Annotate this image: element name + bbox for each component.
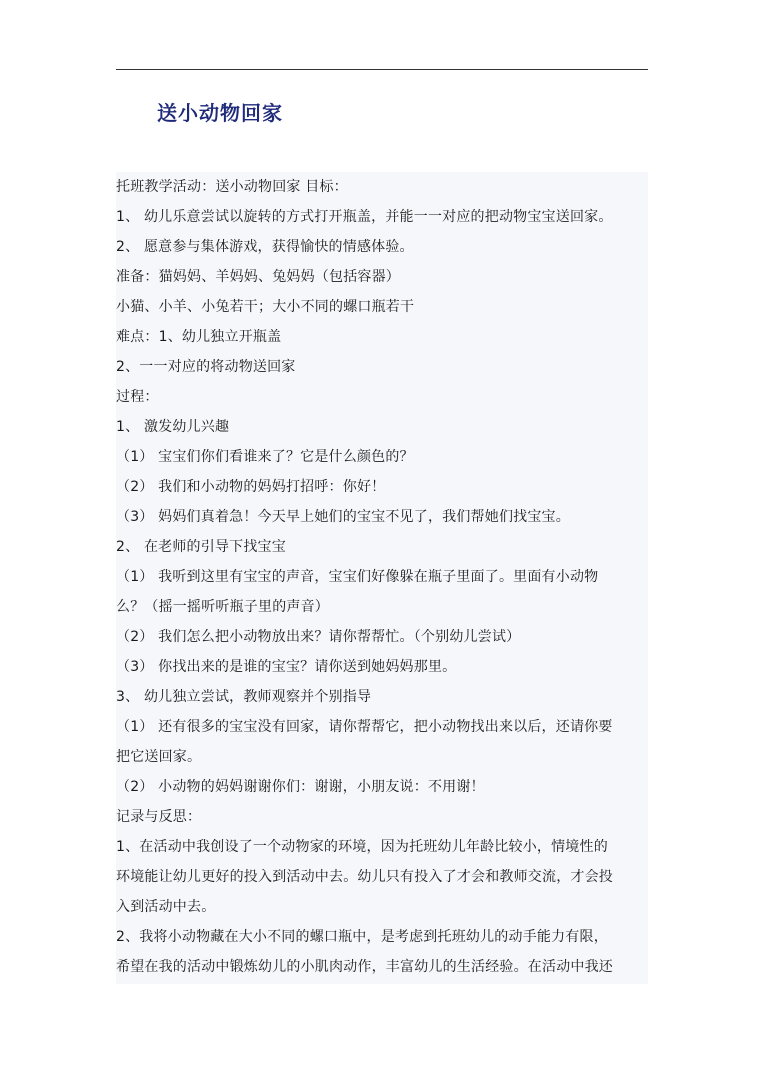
- body-line: 2、 在老师的引导下找宝宝: [116, 539, 286, 555]
- document-body: [116, 172, 648, 984]
- body-line: （1） 我听到这里有宝宝的声音，宝宝们好像躲在瓶子里面了。里面有小动物: [116, 569, 599, 585]
- body-line: 托班教学活动：送小动物回家 目标：: [116, 179, 348, 195]
- body-line: （1） 还有很多的宝宝没有回家，请你帮帮它，把小动物找出来以后，还请你要: [116, 719, 613, 735]
- body-line: （3） 你找出来的是谁的宝宝？请你送到她妈妈那里。: [116, 659, 457, 675]
- document-title: 送小动物回家: [157, 101, 283, 125]
- body-line: 记录与反思：: [116, 809, 202, 825]
- body-line: 3、 幼儿独立尝试，教师观察并个别指导: [116, 689, 372, 705]
- body-line: 准备：猫妈妈、羊妈妈、兔妈妈（包括容器）: [116, 269, 400, 285]
- body-line: （1） 宝宝们你们看谁来了？它是什么颜色的？: [116, 449, 414, 465]
- body-line: 把它送回家。: [116, 749, 202, 765]
- body-line: （3） 妈妈们真着急！今天早上她们的宝宝不见了，我们帮她们找宝宝。: [116, 509, 570, 525]
- body-line: 么？（摇一摇听听瓶子里的声音）: [116, 599, 329, 615]
- body-line: 2、 愿意参与集体游戏，获得愉快的情感体验。: [116, 239, 414, 255]
- body-line: 1、在活动中我创设了一个动物家的环境，因为托班幼儿年龄比较小，情境性的: [116, 839, 608, 855]
- body-line: 难点：1、幼儿独立开瓶盖: [116, 329, 282, 345]
- body-line: （2） 我们怎么把小动物放出来？请你帮帮忙。（个别幼儿尝试）: [116, 629, 521, 645]
- body-line: 2、我将小动物藏在大小不同的螺口瓶中，是考虑到托班幼儿的动手能力有限，: [116, 929, 608, 945]
- top-divider: [116, 69, 648, 70]
- body-line: 1、 激发幼儿兴趣: [116, 419, 230, 435]
- body-line: 过程：: [116, 389, 159, 405]
- body-line: （2） 我们和小动物的妈妈打招呼：你好！: [116, 479, 386, 495]
- body-line: 入到活动中去。: [116, 899, 216, 915]
- body-line: 1、 幼儿乐意尝试以旋转的方式打开瓶盖，并能一一对应的把动物宝宝送回家。: [116, 209, 613, 225]
- body-line: （2） 小动物的妈妈谢谢你们：谢谢，小朋友说：不用谢！: [116, 779, 485, 795]
- body-line: 环境能让幼儿更好的投入到活动中去。幼儿只有投入了才会和教师交流，才会投: [116, 869, 613, 885]
- body-line: 希望在我的活动中锻炼幼儿的小肌肉动作，丰富幼儿的生活经验。在活动中我还: [116, 959, 613, 975]
- body-line: 小猫、小羊、小兔若干；大小不同的螺口瓶若干: [116, 299, 415, 315]
- body-line: 2、一一对应的将动物送回家: [116, 359, 296, 375]
